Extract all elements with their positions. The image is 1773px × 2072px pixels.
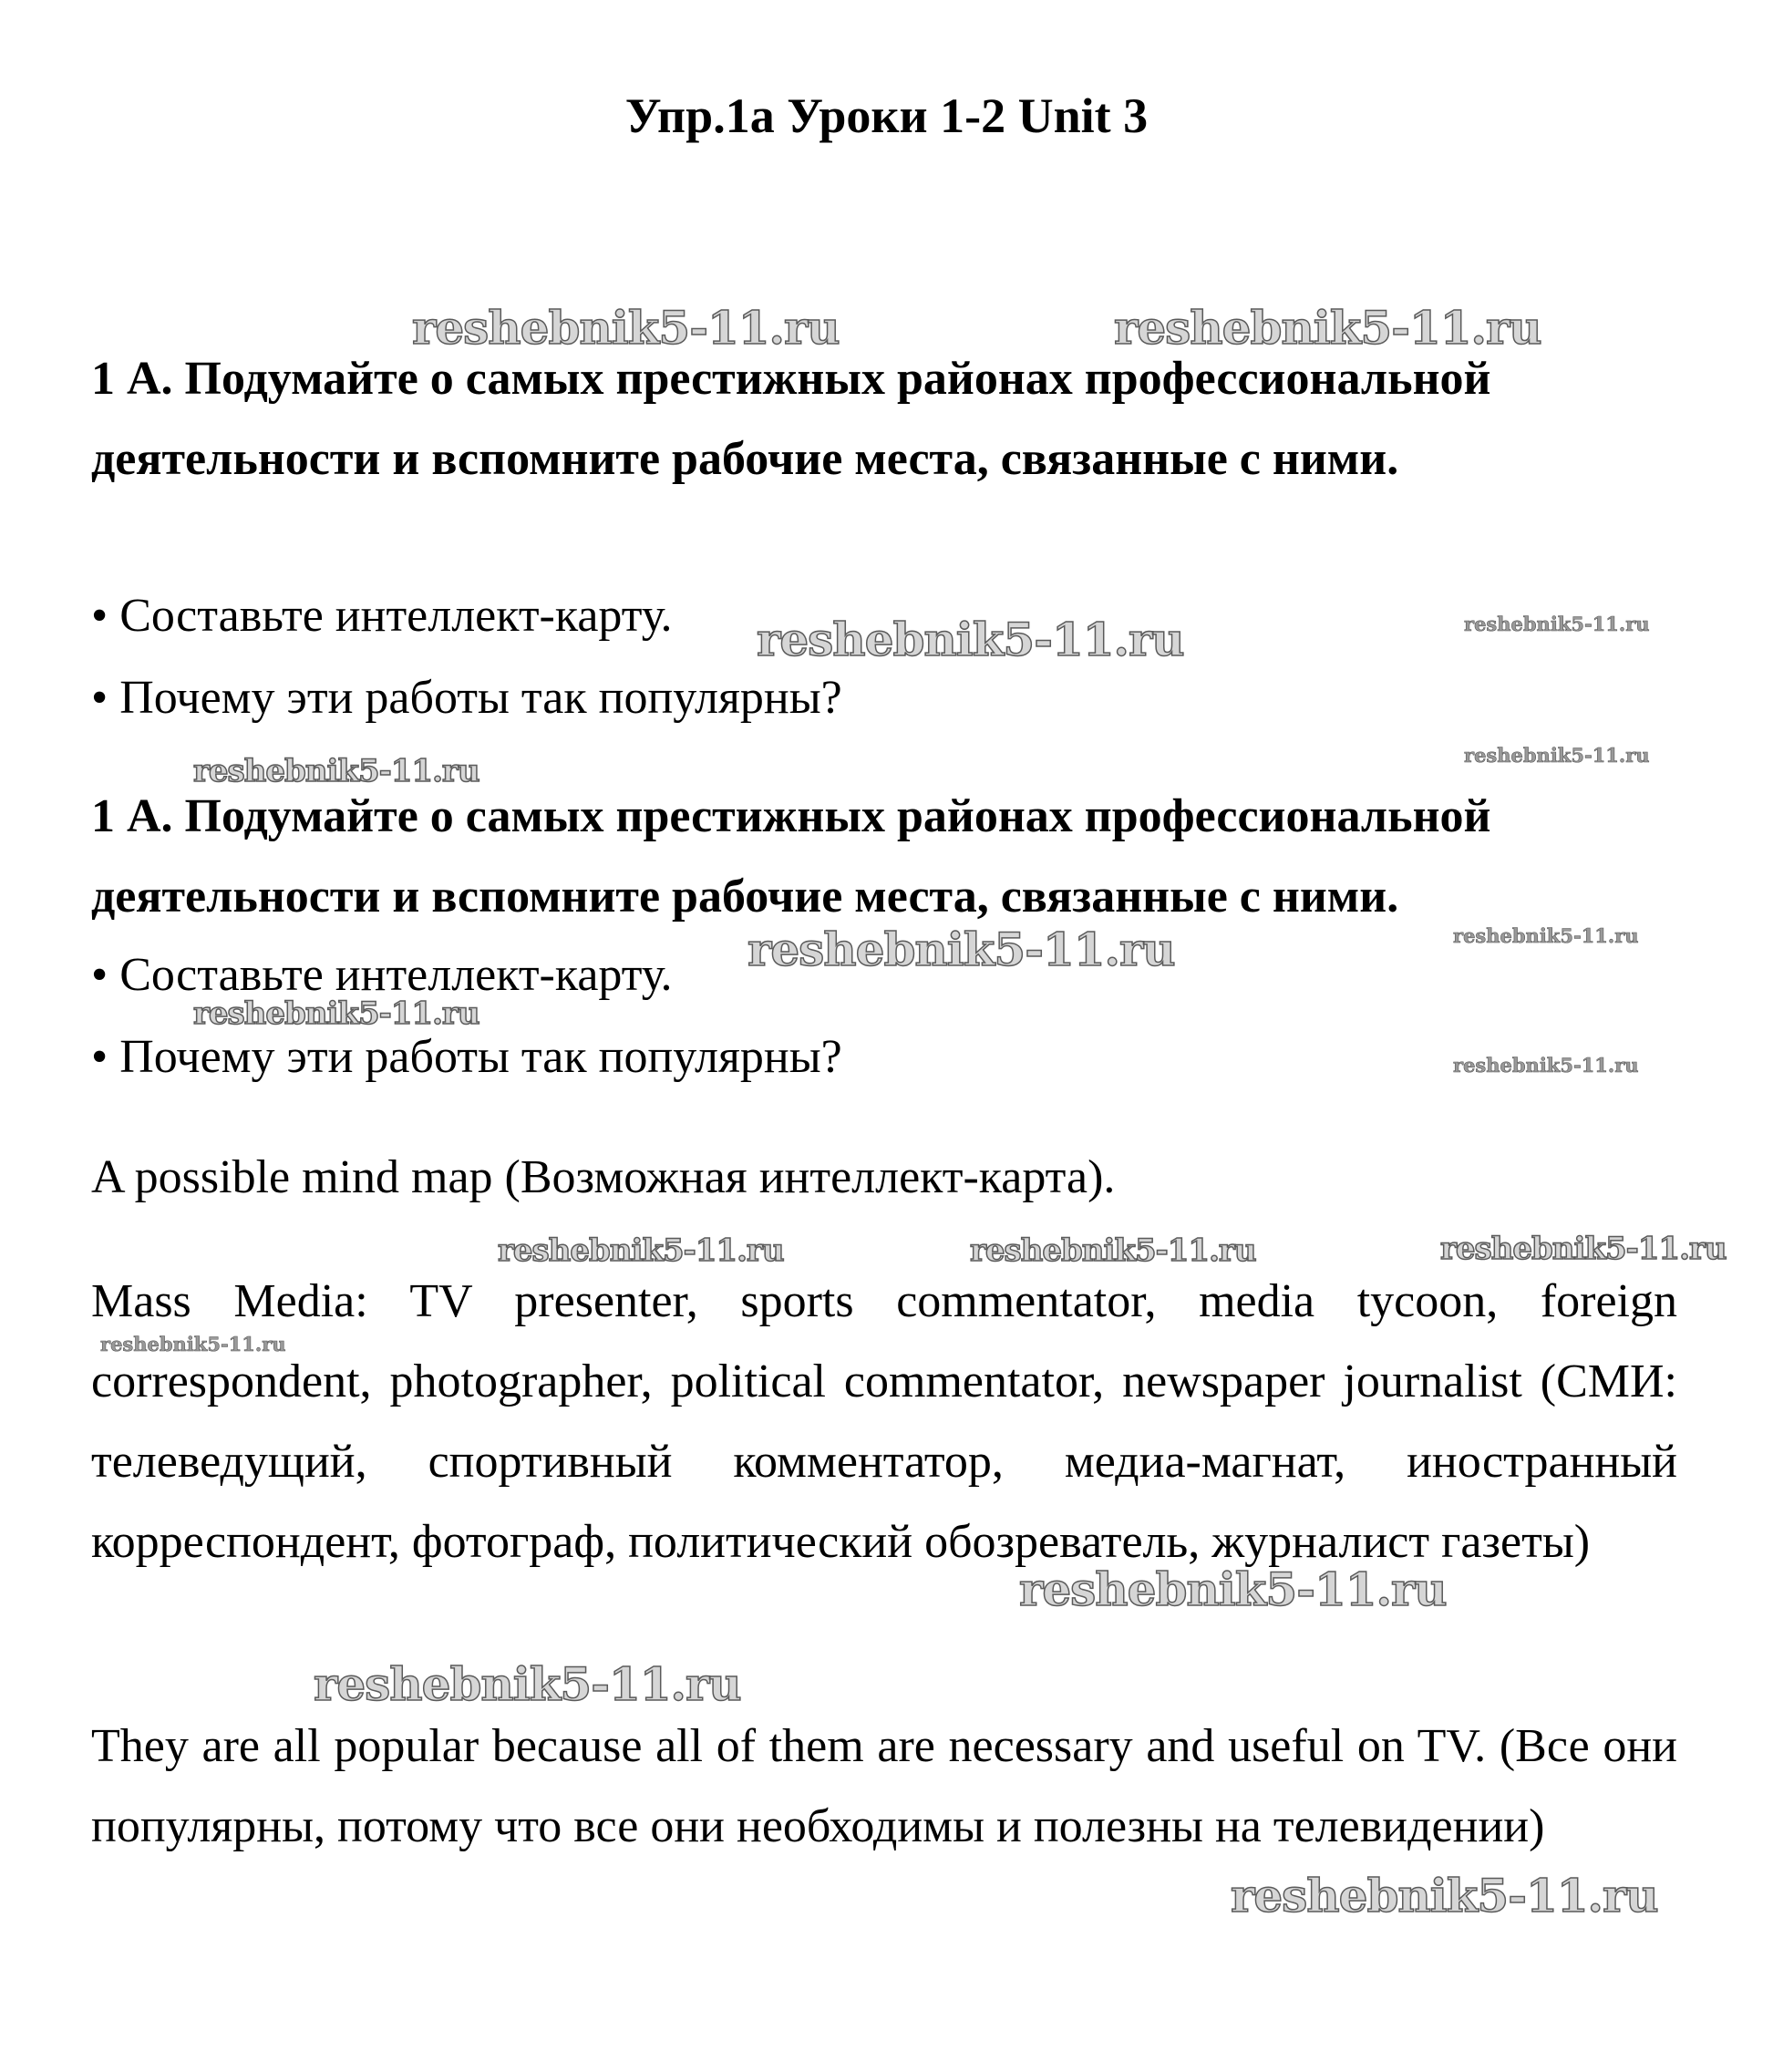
task-heading-first: 1 А. Подумайте о самых престижных районах профессиональной деятельности и вспомните рабочие места, связанные с ними. xyxy=(91,353,1491,485)
task-bullet-mindmap-second: • Составьте интеллект-карту. xyxy=(91,949,673,1001)
watermark: reshebnik5-11.ru xyxy=(193,753,479,789)
answer-conclusion: They are all popular because all of them are necessary and useful on TV. (Все они популярны, потому что все они необходимы и полезны на телевидении) xyxy=(91,1720,1677,1852)
task-bullet-why-first: • Почему эти работы так популярны? xyxy=(91,672,842,724)
watermark: reshebnik5-11.ru xyxy=(970,1232,1256,1269)
watermark: reshebnik5-11.ru xyxy=(1453,924,1639,947)
watermark: reshebnik5-11.ru xyxy=(747,923,1175,976)
task-bullet-why-second: • Почему эти работы так популярны? xyxy=(91,1031,842,1083)
watermark: reshebnik5-11.ru xyxy=(498,1232,784,1269)
task-heading-second: 1 А. Подумайте о самых престижных районах профессиональной деятельности и вспомните рабочие места, связанные с ними. xyxy=(91,790,1491,923)
watermark: reshebnik5-11.ru xyxy=(1231,1869,1658,1923)
watermark: reshebnik5-11.ru xyxy=(1453,1054,1639,1077)
answer-mass-media: Mass Media: TV presenter, sports commentator, media tycoon, foreign correspondent, photographer, political commentator, newspaper journalist (СМИ: телеведущий, спортивный комментатор, медиа-магнат, иностранный корреспондент, фотограф, политический обозреватель, журналист газеты) xyxy=(91,1275,1677,1568)
watermark: reshebnik5-11.ru xyxy=(1440,1231,1727,1267)
watermark: reshebnik5-11.ru xyxy=(100,1333,286,1356)
task-bullet-mindmap-first: • Составьте интеллект-карту. xyxy=(91,590,673,642)
watermark: reshebnik5-11.ru xyxy=(193,995,479,1032)
watermark: reshebnik5-11.ru xyxy=(412,301,840,355)
watermark: reshebnik5-11.ru xyxy=(1019,1562,1447,1616)
watermark: reshebnik5-11.ru xyxy=(1464,613,1650,635)
page-title: Упр.1а Уроки 1-2 Unit 3 xyxy=(624,88,1149,143)
watermark: reshebnik5-11.ru xyxy=(314,1657,741,1711)
watermark: reshebnik5-11.ru xyxy=(757,613,1184,666)
watermark: reshebnik5-11.ru xyxy=(1114,301,1541,355)
answer-intro: A possible mind map (Возможная интеллект-карта). xyxy=(91,1151,1116,1203)
watermark: reshebnik5-11.ru xyxy=(1464,744,1650,767)
